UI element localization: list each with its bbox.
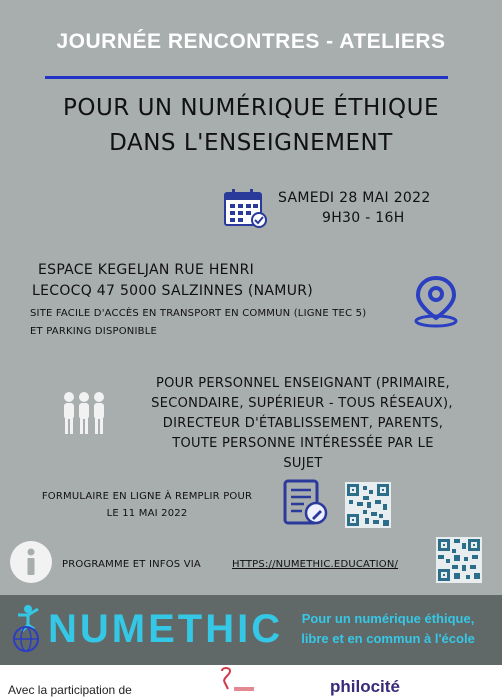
- audience-line5: SUJET: [283, 456, 323, 471]
- audience-line2: SECONDAIRE, SUPÉRIEUR - TOUS RÉSEAUX),: [151, 396, 453, 411]
- banner-tagline1: Pour un numérique éthique,: [301, 611, 475, 626]
- info-link[interactable]: HTTPS://NUMETHIC.EDUCATION/: [232, 559, 399, 570]
- partner-logo-1: [212, 665, 262, 697]
- info-icon: [9, 540, 53, 584]
- audience-line1: POUR PERSONNEL ENSEIGNANT (PRIMAIRE,: [156, 376, 450, 391]
- info-qr-code[interactable]: [436, 537, 482, 583]
- partners-footer: [0, 665, 502, 697]
- audience-line4: TOUTE PERSONNE INTÉRESSÉE PAR LE: [172, 436, 434, 451]
- location-note2: ET PARKING DISPONIBLE: [30, 326, 157, 337]
- numethic-logo: [48, 607, 283, 652]
- map-pin-icon: [412, 274, 460, 328]
- event-date: SAMEDI 28 MAI 2022: [278, 190, 431, 206]
- header-divider: [45, 76, 448, 79]
- main-title-line2: DANS L'ENSEIGNEMENT: [109, 130, 393, 156]
- location-line1: ESPACE KEGELJAN RUE HENRI: [38, 262, 255, 278]
- audience-line3: DIRECTEUR D'ÉTABLISSEMENT, PARENTS,: [162, 416, 444, 431]
- registration-line2: LE 11 MAI 2022: [106, 508, 188, 519]
- event-time: 9H30 - 16H: [322, 210, 405, 226]
- location-line2: LECOCQ 47 5000 SALZINNES (NAMUR): [32, 283, 314, 299]
- form-icon: [282, 478, 330, 528]
- location-note1: SITE FACILE D'ACCÈS EN TRANSPORT EN COMMUN (LIGNE TEC 5): [30, 308, 367, 319]
- calendar-icon: [222, 188, 268, 228]
- registration-line1: FORMULAIRE EN LIGNE À REMPLIR POUR: [41, 491, 253, 502]
- event-title: JOURNÉE RENCONTRES - ATELIERS: [56, 30, 446, 53]
- banner-tagline2: libre et en commun à l'école: [301, 631, 475, 646]
- partner-philocite: philocité: [330, 677, 400, 696]
- participation-label: Avec la participation de: [8, 683, 132, 697]
- registration-qr-code[interactable]: [345, 482, 391, 528]
- info-text: PROGRAMME ET INFOS VIA: [62, 559, 201, 570]
- numethic-banner: [0, 595, 502, 665]
- numethic-logo-text: NUMETHIC: [48, 607, 284, 651]
- people-icon: [60, 390, 108, 438]
- globe-person-icon: [10, 601, 44, 653]
- main-title-line1: POUR UN NUMÉRIQUE ÉTHIQUE: [62, 95, 440, 121]
